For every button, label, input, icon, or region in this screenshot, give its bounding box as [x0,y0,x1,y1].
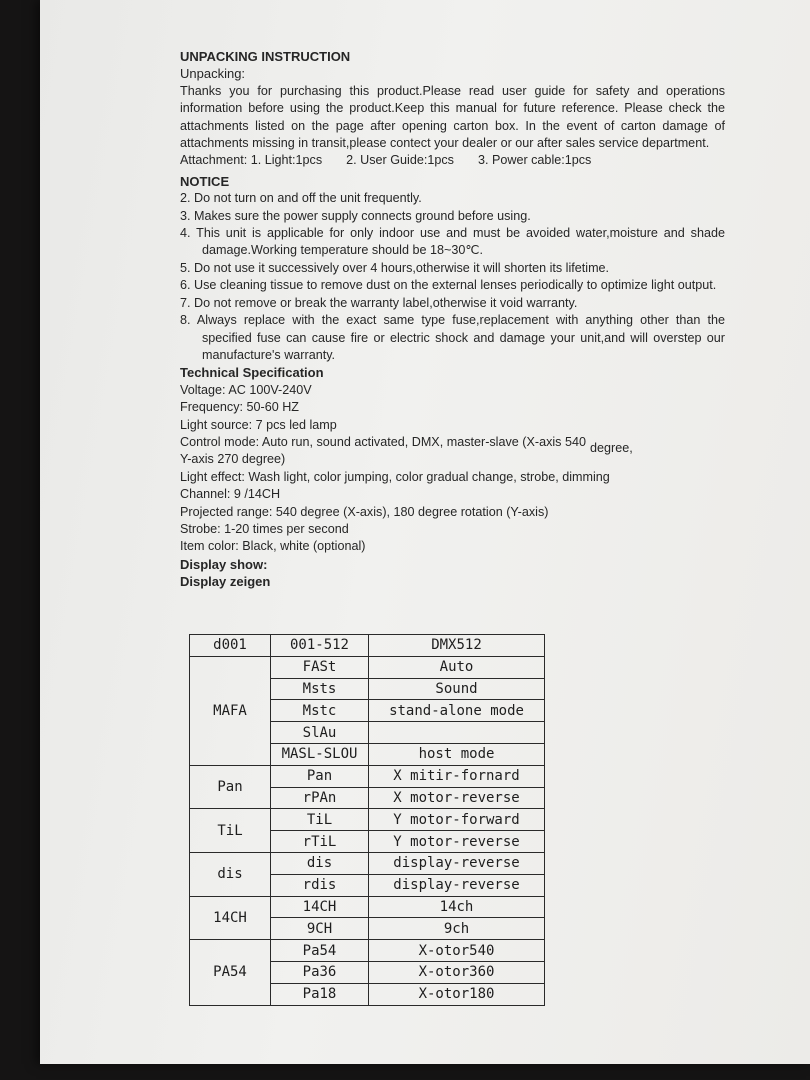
table-cell-desc: Y motor-reverse [369,831,545,853]
table-cell-sub: rdis [271,874,369,896]
spec-projected-range: Projected range: 540 degree (X-axis), 180 degree rotation (Y-axis) [180,504,549,519]
table-cell-desc: X motor-reverse [369,787,545,809]
table-row [190,656,545,678]
table-cell-desc: stand-alone mode [369,700,545,722]
table-cell-desc: Y motor-forward [369,809,545,831]
display-table [189,634,545,1006]
notice-item: 5. Do not use it successively over 4 hours,otherwise it will shorten its lifetime. [180,260,610,275]
attachment-item: 3. Power cable:1pcs [477,153,592,168]
notice-item: 7. Do not remove or break the warranty label,otherwise it void warranty. [180,295,578,310]
spec-control-mode-cont: Y-axis 270 degree) [180,452,286,467]
spec-frequency: Frequency: 50-60 HZ [180,400,299,415]
notice-item: 8. Always replace with the exact same type fuse,replacement with anything other than the specified fuse can cause fire or electric shock and damage your unit,and will overstep our manufacture's warranty. [180,313,725,362]
table-cell-sub: TiL [271,809,369,831]
notice-item: 4. This unit is applicable for only indoor use and must be avoided water,moisture and shade damage.Working temperature should be 18~30℃. [180,226,725,258]
table-cell-sub: Mstc [271,700,369,722]
spec-control-mode-text: Control mode: Auto run, sound activated, DMX, master-slave (X-axis 540 [180,434,586,449]
spec-channel: Channel: 9 /14CH [180,487,281,502]
notice-item: 3. Makes sure the power supply connects ground before using. [180,208,531,223]
spec-light-source: Light source: 7 pcs led lamp [180,417,337,432]
display-heading [180,556,725,591]
table-row [190,852,545,874]
table-cell-desc: host mode [369,743,545,765]
table-cell-desc: 9ch [369,918,545,940]
table-row [190,765,545,787]
table-cell-desc: X-otor540 [369,940,545,962]
notice-list [180,190,725,364]
unpacking-subtitle: Unpacking: [180,66,246,82]
table-cell-sub: rPAn [271,787,369,809]
notice-title: NOTICE [180,173,230,189]
table-cell-desc [369,722,545,744]
table-cell-desc: X-otor360 [369,961,545,983]
spec-title: Technical Specification [180,365,324,381]
display-title-en: Display show: [180,556,268,572]
spec-light-effect: Light effect: Wash light, color jumping, color gradual change, strobe, dimming [180,469,610,484]
table-cell-sub: 14CH [271,896,369,918]
table-cell-code: TiL [190,809,271,853]
table-cell-sub: rTiL [271,831,369,853]
table-cell-sub: 9CH [271,918,369,940]
spec-voltage: Voltage: AC 100V-240V [180,382,312,397]
table-cell-code: MAFA [190,656,271,765]
manual-content [180,48,725,591]
table-cell-sub: Msts [271,678,369,700]
table-cell-sub: MASL-SLOU [271,743,369,765]
table-cell-code: dis [190,852,271,896]
table-cell-sub: SlAu [271,722,369,744]
table-cell-code: PA54 [190,940,271,1005]
table-row [190,809,545,831]
table-cell-sub: Pa36 [271,961,369,983]
spec-strobe: Strobe: 1-20 times per second [180,521,349,536]
table-cell-desc: 14ch [369,896,545,918]
table-cell-desc: X-otor180 [369,983,545,1005]
table-cell-code: Pan [190,765,271,809]
attachment-list [180,152,725,169]
table-cell-sub: Pa18 [271,983,369,1005]
table-cell-sub: dis [271,852,369,874]
spec-control-mode [180,434,725,455]
table-cell-code: 14CH [190,896,271,940]
table-row [190,635,545,657]
table-row [190,940,545,962]
spec-item-color: Item color: Black, white (optional) [180,539,366,554]
unpacking-body: Thanks you for purchasing this product.Please read user guide for safety and operations information before using the product.Keep this manual for future reference. Please check the attachments listed on the page after opening carton box. In the event of carton damage of attachments missing in transit,please contect your dealer or our after sales service department. [180,83,725,151]
table-cell-sub: Pa54 [271,940,369,962]
attachment-item: 2. User Guide:1pcs [346,153,454,168]
attachment-item: Attachment: 1. Light:1pcs [180,153,323,168]
table-cell-desc: display-reverse [369,852,545,874]
table-cell-sub: 001-512 [271,635,369,657]
spec-control-mode-tail: degree, [589,440,633,455]
table-cell-desc: X mitir-fornard [369,765,545,787]
technical-specification [180,364,725,555]
table-cell-code: d001 [190,635,271,657]
unpacking-title: UNPACKING INSTRUCTION [180,49,351,64]
table-cell-desc: display-reverse [369,874,545,896]
table-row [190,896,545,918]
display-title-de: Display zeigen [180,574,271,590]
table-cell-sub: FASt [271,656,369,678]
table-cell-desc: Auto [369,656,545,678]
table-cell-sub: Pan [271,765,369,787]
table-cell-desc: DMX512 [369,635,545,657]
notice-item: 6. Use cleaning tissue to remove dust on the external lenses periodically to optimize light output. [180,278,717,293]
notice-item: 2. Do not turn on and off the unit frequently. [180,191,422,206]
table-cell-desc: Sound [369,678,545,700]
